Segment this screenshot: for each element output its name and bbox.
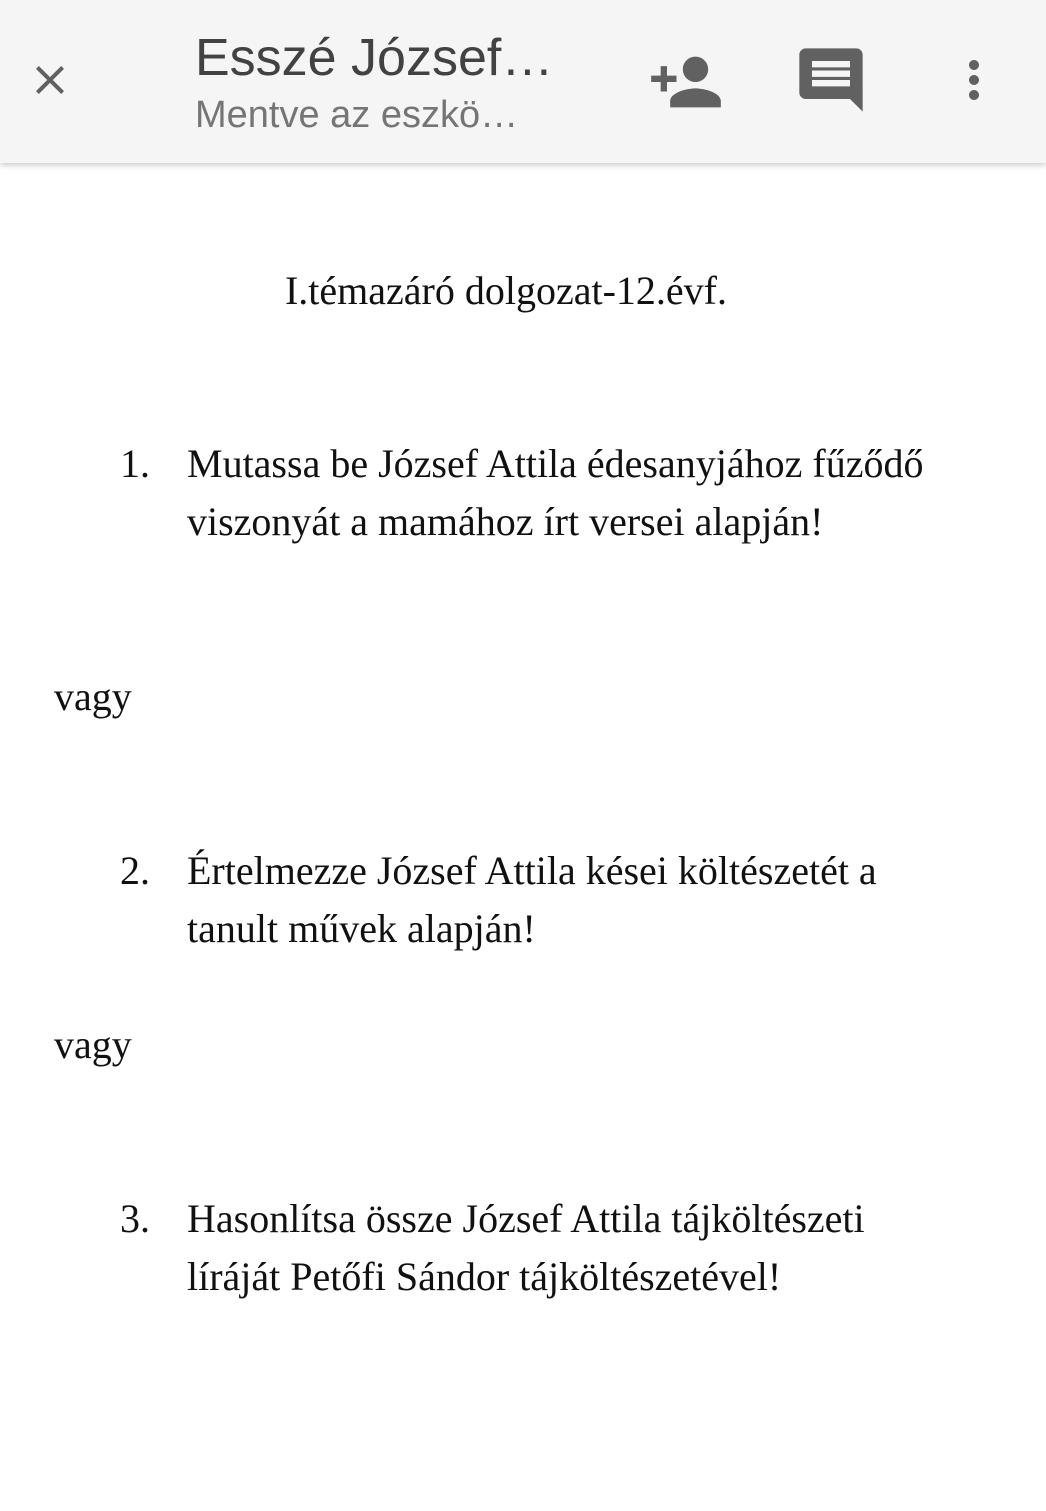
list-item-text: Hasonlítsa össze József Attila tájköltészeti líráját Petőfi Sándor tájköltészetével! — [187, 1196, 865, 1299]
separator-text: vagy — [54, 1022, 132, 1067]
list-item-text: Mutassa be József Attila édesanyjához fűződő viszonyát a mamához írt versei alapján! — [187, 441, 924, 544]
list-item — [120, 1190, 950, 1306]
share-button[interactable] — [644, 40, 728, 124]
comments-button[interactable] — [792, 38, 870, 122]
comment-icon — [793, 42, 869, 118]
save-status: Mentve az eszkö… — [195, 94, 519, 136]
document-title-block[interactable] — [195, 28, 615, 138]
list-item-number: 3. — [120, 1196, 150, 1241]
list-item-number: 2. — [120, 848, 150, 893]
list-item — [120, 842, 950, 958]
more-vert-icon — [944, 50, 1004, 110]
document-title[interactable]: Esszé József… — [195, 29, 554, 87]
list-item — [120, 435, 950, 551]
list-item-number: 1. — [120, 441, 150, 486]
separator-text: vagy — [54, 674, 132, 719]
document-heading: I.témazáró dolgozat-12.évf. — [284, 268, 727, 313]
list-item-text: Értelmezze József Attila kései költészetét a tanult művek alapján! — [187, 848, 877, 951]
person-add-icon — [648, 44, 724, 120]
close-button[interactable] — [10, 40, 90, 120]
top-app-bar — [0, 0, 1046, 163]
document-body[interactable] — [0, 163, 1046, 1511]
close-icon — [26, 56, 74, 104]
more-options-button[interactable] — [944, 38, 1004, 122]
